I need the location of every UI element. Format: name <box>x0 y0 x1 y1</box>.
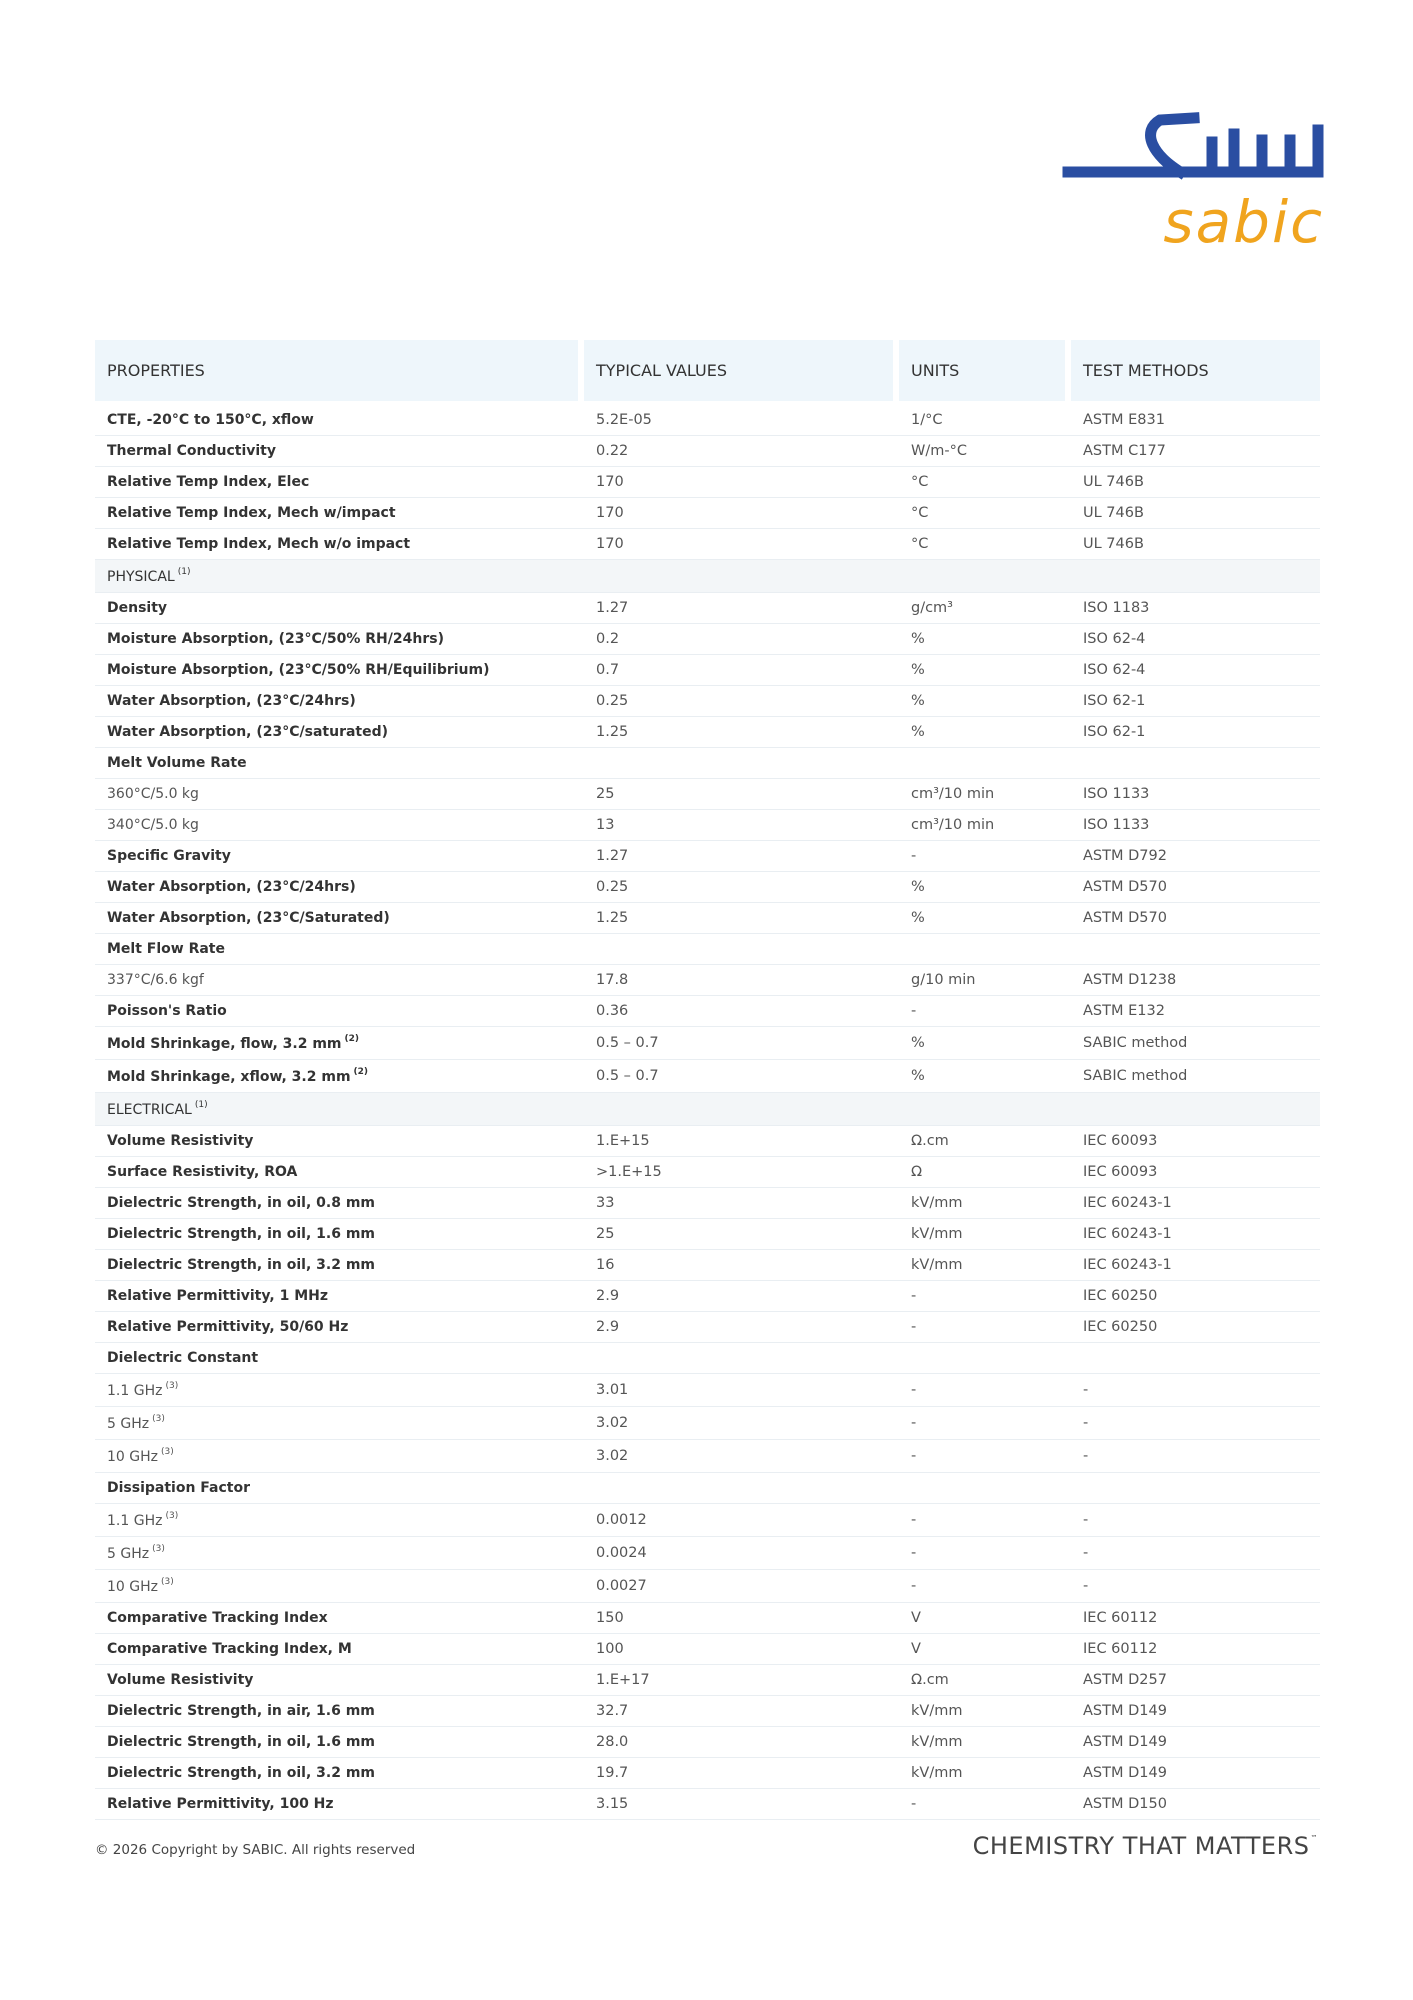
test-method-cell: IEC 60093 <box>1071 1126 1320 1157</box>
table-row <box>95 1219 1320 1250</box>
test-method-cell: IEC 60093 <box>1071 1157 1320 1188</box>
table-row <box>95 401 1320 436</box>
unit-cell <box>899 1473 1071 1504</box>
property-name: Water Absorption, (23°C/24hrs) <box>107 879 356 895</box>
property-cell <box>95 1093 584 1126</box>
test-method-cell: ASTM D570 <box>1071 903 1320 934</box>
property-name: Dielectric Strength, in oil, 3.2 mm <box>107 1765 375 1781</box>
typical-value-cell: 1.E+17 <box>584 1665 899 1696</box>
footnote-ref: (2) <box>344 1034 360 1044</box>
typical-value-cell: 1.27 <box>584 841 899 872</box>
footnote-ref: (3) <box>161 1577 174 1587</box>
property-name: 5 GHz <box>107 1416 150 1432</box>
property-name: Dielectric Strength, in oil, 3.2 mm <box>107 1257 375 1273</box>
property-cell <box>95 841 584 872</box>
table-row <box>95 1157 1320 1188</box>
typical-value-cell: 170 <box>584 498 899 529</box>
table-row <box>95 1027 1320 1060</box>
property-name: Thermal Conductivity <box>107 443 277 459</box>
table-row <box>95 996 1320 1027</box>
table-row <box>95 1281 1320 1312</box>
test-method-cell: ASTM E831 <box>1071 401 1320 436</box>
footnote-ref: (3) <box>161 1447 174 1457</box>
property-cell <box>95 1634 584 1665</box>
table-row <box>95 1060 1320 1093</box>
unit-cell <box>899 1343 1071 1374</box>
table-row <box>95 1312 1320 1343</box>
property-cell <box>95 996 584 1027</box>
test-method-cell: - <box>1071 1504 1320 1537</box>
property-name: Density <box>107 600 168 616</box>
test-method-cell: UL 746B <box>1071 529 1320 560</box>
property-cell <box>95 748 584 779</box>
property-cell <box>95 1281 584 1312</box>
property-name: Dielectric Strength, in air, 1.6 mm <box>107 1703 375 1719</box>
unit-cell: Ω.cm <box>899 1126 1071 1157</box>
typical-value-cell: 16 <box>584 1250 899 1281</box>
typical-value-cell: 0.5 – 0.7 <box>584 1060 899 1093</box>
table-row <box>95 1634 1320 1665</box>
typical-value-cell: 0.0012 <box>584 1504 899 1537</box>
table-row <box>95 1440 1320 1473</box>
property-cell <box>95 1603 584 1634</box>
typical-value-cell <box>584 748 899 779</box>
unit-cell: kV/mm <box>899 1696 1071 1727</box>
property-cell <box>95 686 584 717</box>
typical-value-cell: 13 <box>584 810 899 841</box>
table-row <box>95 748 1320 779</box>
unit-cell: % <box>899 872 1071 903</box>
typical-value-cell: 32.7 <box>584 1696 899 1727</box>
property-cell <box>95 1250 584 1281</box>
table-row <box>95 717 1320 748</box>
property-name: Relative Temp Index, Elec <box>107 474 310 490</box>
test-method-cell: ASTM D570 <box>1071 872 1320 903</box>
header-properties: PROPERTIES <box>95 340 584 401</box>
test-method-cell <box>1071 934 1320 965</box>
test-method-cell <box>1071 1473 1320 1504</box>
test-method-cell: IEC 60243-1 <box>1071 1188 1320 1219</box>
property-name: 337°C/6.6 kgf <box>107 972 204 988</box>
property-name: 340°C/5.0 kg <box>107 817 199 833</box>
typical-value-cell: 0.5 – 0.7 <box>584 1027 899 1060</box>
table-row <box>95 1665 1320 1696</box>
test-method-cell <box>1071 748 1320 779</box>
property-name: PHYSICAL <box>107 569 175 585</box>
property-name: Dissipation Factor <box>107 1480 251 1496</box>
property-cell <box>95 529 584 560</box>
property-name: CTE, -20°C to 150°C, xflow <box>107 412 314 428</box>
property-name: Dielectric Strength, in oil, 0.8 mm <box>107 1195 375 1211</box>
property-cell <box>95 593 584 624</box>
typical-value-cell <box>584 934 899 965</box>
property-cell <box>95 872 584 903</box>
table-row <box>95 965 1320 996</box>
unit-cell: Ω <box>899 1157 1071 1188</box>
property-cell <box>95 1440 584 1473</box>
unit-cell: °C <box>899 498 1071 529</box>
table-row <box>95 1407 1320 1440</box>
table-row <box>95 498 1320 529</box>
table-row <box>95 810 1320 841</box>
table-row <box>95 436 1320 467</box>
property-cell <box>95 1219 584 1250</box>
property-name: Comparative Tracking Index <box>107 1610 328 1626</box>
property-cell <box>95 1188 584 1219</box>
typical-value-cell <box>584 1473 899 1504</box>
typical-value-cell: 2.9 <box>584 1312 899 1343</box>
property-name: ELECTRICAL <box>107 1102 192 1118</box>
property-cell <box>95 903 584 934</box>
property-cell <box>95 436 584 467</box>
unit-cell: 1/°C <box>899 401 1071 436</box>
property-cell <box>95 1312 584 1343</box>
unit-cell: Ω.cm <box>899 1665 1071 1696</box>
property-name: Relative Permittivity, 100 Hz <box>107 1796 334 1812</box>
tagline <box>973 1832 1318 1860</box>
property-cell <box>95 1374 584 1407</box>
test-method-cell: - <box>1071 1570 1320 1603</box>
property-cell <box>95 624 584 655</box>
table-row <box>95 686 1320 717</box>
header-units: UNITS <box>899 340 1071 401</box>
footnote-ref: (3) <box>165 1381 179 1391</box>
unit-cell: - <box>899 1570 1071 1603</box>
property-cell <box>95 1473 584 1504</box>
property-cell <box>95 655 584 686</box>
test-method-cell: ISO 1133 <box>1071 779 1320 810</box>
test-method-cell: ISO 62-1 <box>1071 717 1320 748</box>
sabic-wordmark: sabic <box>1163 188 1324 248</box>
property-name: Volume Resistivity <box>107 1672 254 1688</box>
table-row <box>95 1126 1320 1157</box>
property-cell <box>95 560 584 593</box>
property-cell <box>95 401 584 436</box>
tagline-text: CHEMISTRY THAT MATTERS <box>972 1832 1310 1860</box>
unit-cell: % <box>899 717 1071 748</box>
property-name: Water Absorption, (23°C/Saturated) <box>107 910 390 926</box>
test-method-cell: ISO 1183 <box>1071 593 1320 624</box>
test-method-cell: ASTM D150 <box>1071 1789 1320 1820</box>
footnote-ref: (2) <box>353 1067 369 1077</box>
typical-value-cell: >1.E+15 <box>584 1157 899 1188</box>
unit-cell: °C <box>899 467 1071 498</box>
typical-value-cell: 150 <box>584 1603 899 1634</box>
table-row <box>95 529 1320 560</box>
test-method-cell: IEC 60250 <box>1071 1281 1320 1312</box>
table-row <box>95 1789 1320 1820</box>
typical-value-cell: 3.01 <box>584 1374 899 1407</box>
typical-value-cell: 0.36 <box>584 996 899 1027</box>
property-name: Volume Resistivity <box>107 1133 254 1149</box>
test-method-cell: ASTM D149 <box>1071 1727 1320 1758</box>
typical-value-cell: 2.9 <box>584 1281 899 1312</box>
property-name: Dielectric Constant <box>107 1350 259 1366</box>
unit-cell: g/10 min <box>899 965 1071 996</box>
test-method-cell: ASTM D149 <box>1071 1696 1320 1727</box>
property-cell <box>95 1060 584 1093</box>
property-name: 1.1 GHz <box>107 1513 163 1529</box>
property-cell <box>95 467 584 498</box>
property-cell <box>95 1758 584 1789</box>
unit-cell: kV/mm <box>899 1250 1071 1281</box>
table-header-row <box>95 340 1320 401</box>
test-method-cell: ISO 1133 <box>1071 810 1320 841</box>
table-row <box>95 1473 1320 1504</box>
property-cell <box>95 810 584 841</box>
typical-value-cell: 3.15 <box>584 1789 899 1820</box>
unit-cell: - <box>899 1374 1071 1407</box>
typical-value-cell <box>584 1343 899 1374</box>
typical-value-cell: 3.02 <box>584 1440 899 1473</box>
test-method-cell: ISO 62-4 <box>1071 655 1320 686</box>
property-name: Surface Resistivity, ROA <box>107 1164 298 1180</box>
property-cell <box>95 1665 584 1696</box>
unit-cell: % <box>899 686 1071 717</box>
property-name: 360°C/5.0 kg <box>107 786 199 802</box>
table-row <box>95 1343 1320 1374</box>
test-method-cell: ASTM D1238 <box>1071 965 1320 996</box>
unit-cell: W/m-°C <box>899 436 1071 467</box>
test-method-cell: UL 746B <box>1071 498 1320 529</box>
test-method-cell: SABIC method <box>1071 1060 1320 1093</box>
typical-value-cell: 0.7 <box>584 655 899 686</box>
table-row <box>95 1250 1320 1281</box>
unit-cell <box>899 1093 1071 1126</box>
property-cell <box>95 1343 584 1374</box>
unit-cell: % <box>899 1060 1071 1093</box>
footnote-ref: (1) <box>194 1100 208 1110</box>
unit-cell: - <box>899 1407 1071 1440</box>
test-method-cell <box>1071 560 1320 593</box>
property-name: Relative Permittivity, 1 MHz <box>107 1288 328 1304</box>
property-cell <box>95 934 584 965</box>
typical-value-cell: 3.02 <box>584 1407 899 1440</box>
property-name: 10 GHz <box>107 1579 158 1595</box>
unit-cell: % <box>899 655 1071 686</box>
typical-value-cell: 1.27 <box>584 593 899 624</box>
unit-cell: - <box>899 1504 1071 1537</box>
property-name: 10 GHz <box>107 1449 158 1465</box>
test-method-cell: IEC 60250 <box>1071 1312 1320 1343</box>
property-name: Relative Temp Index, Mech w/o impact <box>107 536 411 552</box>
property-cell <box>95 1537 584 1570</box>
unit-cell: - <box>899 1440 1071 1473</box>
properties-table <box>95 340 1320 1820</box>
typical-value-cell: 25 <box>584 779 899 810</box>
table-row <box>95 1758 1320 1789</box>
property-name: Water Absorption, (23°C/saturated) <box>107 724 389 740</box>
property-name: Dielectric Strength, in oil, 1.6 mm <box>107 1734 375 1750</box>
typical-value-cell: 170 <box>584 529 899 560</box>
property-cell <box>95 1504 584 1537</box>
unit-cell: - <box>899 1789 1071 1820</box>
property-cell <box>95 1789 584 1820</box>
table-row <box>95 872 1320 903</box>
typical-value-cell: 17.8 <box>584 965 899 996</box>
test-method-cell: IEC 60112 <box>1071 1603 1320 1634</box>
unit-cell: kV/mm <box>899 1727 1071 1758</box>
unit-cell: - <box>899 841 1071 872</box>
property-cell <box>95 1157 584 1188</box>
test-method-cell: ISO 62-4 <box>1071 624 1320 655</box>
unit-cell: % <box>899 624 1071 655</box>
footnote-ref: (3) <box>152 1544 165 1554</box>
property-name: 1.1 GHz <box>107 1383 163 1399</box>
table-row <box>95 1696 1320 1727</box>
unit-cell: kV/mm <box>899 1758 1071 1789</box>
table-row <box>95 779 1320 810</box>
footnote-ref: (3) <box>165 1511 179 1521</box>
test-method-cell <box>1071 1343 1320 1374</box>
trademark-mark: ™ <box>1310 1834 1318 1842</box>
typical-value-cell: 0.0027 <box>584 1570 899 1603</box>
test-method-cell: ASTM D257 <box>1071 1665 1320 1696</box>
property-name: Moisture Absorption, (23°C/50% RH/24hrs) <box>107 631 444 647</box>
typical-value-cell: 0.22 <box>584 436 899 467</box>
unit-cell: % <box>899 1027 1071 1060</box>
property-name: Comparative Tracking Index, M <box>107 1641 352 1657</box>
typical-value-cell: 1.E+15 <box>584 1126 899 1157</box>
property-name: Dielectric Strength, in oil, 1.6 mm <box>107 1226 375 1242</box>
unit-cell: cm³/10 min <box>899 810 1071 841</box>
property-name: Melt Flow Rate <box>107 941 225 957</box>
unit-cell: kV/mm <box>899 1219 1071 1250</box>
table-body <box>95 401 1320 1820</box>
table-row <box>95 1504 1320 1537</box>
table-row <box>95 655 1320 686</box>
property-cell <box>95 498 584 529</box>
unit-cell <box>899 560 1071 593</box>
typical-value-cell: 5.2E-05 <box>584 401 899 436</box>
table-row <box>95 1603 1320 1634</box>
property-name: Moisture Absorption, (23°C/50% RH/Equilibrium) <box>107 662 490 678</box>
typical-value-cell: 1.25 <box>584 717 899 748</box>
property-name: Poisson's Ratio <box>107 1003 227 1019</box>
property-name: Relative Temp Index, Mech w/impact <box>107 505 396 521</box>
typical-value-cell: 0.0024 <box>584 1537 899 1570</box>
section-row <box>95 1093 1320 1126</box>
property-name: Specific Gravity <box>107 848 231 864</box>
unit-cell: - <box>899 1537 1071 1570</box>
footnote-ref: (3) <box>152 1414 165 1424</box>
property-cell <box>95 1570 584 1603</box>
test-method-cell: SABIC method <box>1071 1027 1320 1060</box>
typical-value-cell: 1.25 <box>584 903 899 934</box>
test-method-cell: UL 746B <box>1071 467 1320 498</box>
typical-value-cell: 100 <box>584 1634 899 1665</box>
table-row <box>95 903 1320 934</box>
table-row <box>95 841 1320 872</box>
test-method-cell: ISO 62-1 <box>1071 686 1320 717</box>
table-row <box>95 624 1320 655</box>
test-method-cell <box>1071 1093 1320 1126</box>
typical-value-cell: 0.25 <box>584 872 899 903</box>
property-cell <box>95 1027 584 1060</box>
typical-value-cell: 170 <box>584 467 899 498</box>
test-method-cell: ASTM D792 <box>1071 841 1320 872</box>
test-method-cell: - <box>1071 1407 1320 1440</box>
header-test-methods: TEST METHODS <box>1071 340 1320 401</box>
unit-cell: cm³/10 min <box>899 779 1071 810</box>
property-cell <box>95 779 584 810</box>
test-method-cell: - <box>1071 1440 1320 1473</box>
unit-cell: kV/mm <box>899 1188 1071 1219</box>
unit-cell <box>899 934 1071 965</box>
footnote-ref: (1) <box>177 567 191 577</box>
test-method-cell: ASTM C177 <box>1071 436 1320 467</box>
unit-cell: V <box>899 1634 1071 1665</box>
typical-value-cell: 33 <box>584 1188 899 1219</box>
unit-cell: - <box>899 1312 1071 1343</box>
typical-value-cell <box>584 560 899 593</box>
property-cell <box>95 1727 584 1758</box>
property-name: Relative Permittivity, 50/60 Hz <box>107 1319 349 1335</box>
property-cell <box>95 717 584 748</box>
property-name: Melt Volume Rate <box>107 755 247 771</box>
table-row <box>95 593 1320 624</box>
typical-value-cell: 28.0 <box>584 1727 899 1758</box>
test-method-cell: - <box>1071 1537 1320 1570</box>
property-name: Mold Shrinkage, xflow, 3.2 mm <box>107 1069 351 1085</box>
test-method-cell: ASTM D149 <box>1071 1758 1320 1789</box>
unit-cell <box>899 748 1071 779</box>
property-name: Mold Shrinkage, flow, 3.2 mm <box>107 1036 342 1052</box>
test-method-cell: IEC 60112 <box>1071 1634 1320 1665</box>
typical-value-cell: 0.25 <box>584 686 899 717</box>
header-typical-values: TYPICAL VALUES <box>584 340 899 401</box>
unit-cell: °C <box>899 529 1071 560</box>
test-method-cell: IEC 60243-1 <box>1071 1219 1320 1250</box>
property-cell <box>95 1696 584 1727</box>
copyright-text: © 2026 Copyright by SABIC. All rights reserved <box>95 1842 416 1858</box>
test-method-cell: - <box>1071 1374 1320 1407</box>
table-row <box>95 1537 1320 1570</box>
unit-cell: % <box>899 903 1071 934</box>
property-cell <box>95 1407 584 1440</box>
unit-cell: g/cm³ <box>899 593 1071 624</box>
typical-value-cell: 0.2 <box>584 624 899 655</box>
property-cell <box>95 1126 584 1157</box>
unit-cell: V <box>899 1603 1071 1634</box>
test-method-cell: ASTM E132 <box>1071 996 1320 1027</box>
table-row <box>95 1374 1320 1407</box>
typical-value-cell: 19.7 <box>584 1758 899 1789</box>
property-name: 5 GHz <box>107 1546 150 1562</box>
table-row <box>95 1188 1320 1219</box>
table-row <box>95 934 1320 965</box>
typical-value-cell <box>584 1093 899 1126</box>
table-row <box>95 467 1320 498</box>
unit-cell: - <box>899 1281 1071 1312</box>
table-row <box>95 1727 1320 1758</box>
property-name: Water Absorption, (23°C/24hrs) <box>107 693 356 709</box>
sabic-logo <box>1062 112 1324 248</box>
test-method-cell: IEC 60243-1 <box>1071 1250 1320 1281</box>
section-row <box>95 560 1320 593</box>
properties-table-container <box>95 340 1320 1820</box>
table-row <box>95 1570 1320 1603</box>
property-cell <box>95 965 584 996</box>
unit-cell: - <box>899 996 1071 1027</box>
typical-value-cell: 25 <box>584 1219 899 1250</box>
